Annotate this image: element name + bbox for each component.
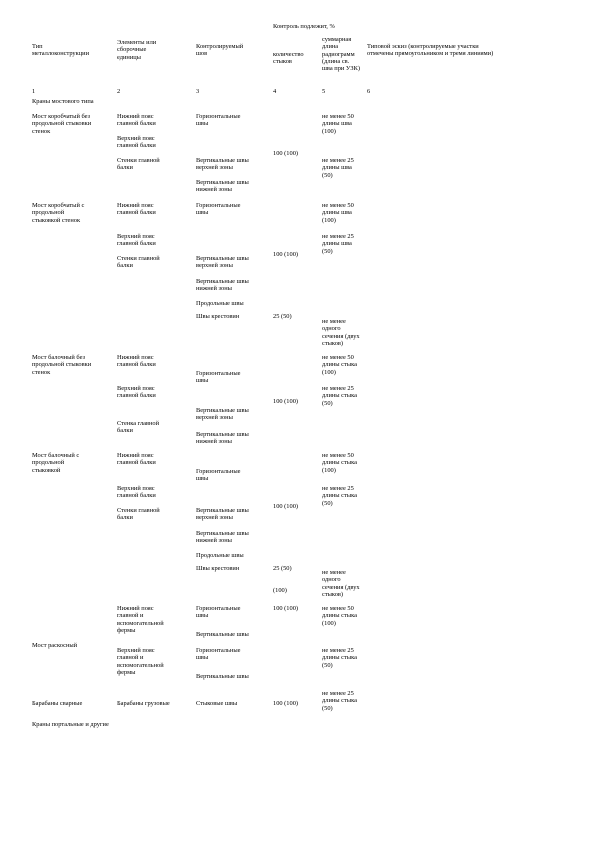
block2-seam-horizontal: Горизонтальные швы (196, 202, 241, 217)
block2-seam-vert-lower: Вертикальные швы нижней зоны (196, 278, 249, 293)
block4-seam-cross: Швы крестовин (196, 565, 240, 572)
block5-upper: Верхний пояс главной и вспомогательной фермы (117, 647, 164, 676)
block2-count-cross: 25 (50) (273, 313, 292, 320)
block1-upper-belt: Верхний пояс главной балки (117, 135, 156, 150)
block4-seam-vert-upper: Вертикальные швы верхней зоны (196, 507, 249, 522)
block2-count: 100 (100) (273, 251, 299, 258)
col-number-6: 6 (367, 88, 371, 95)
block1-lower-belt: Нижний пояс главной балки (117, 113, 156, 128)
header-metal-type: Тип металлоконструкции (32, 43, 89, 58)
block3-seam-vert-upper: Вертикальные швы верхней зоны (196, 407, 249, 422)
block2-seam-cross: Швы крестовин (196, 313, 240, 320)
header-count: количество стыков (273, 51, 304, 66)
block6-type: Барабаны сварные (32, 700, 83, 707)
block2-length-25: не менее 25 длины шва (50) (322, 233, 354, 255)
block3-count: 100 (100) (273, 398, 299, 405)
block1-length-25: не менее 25 длины шва (50) (322, 157, 354, 179)
block3-type: Мост балочный без продольной стыковки стенок (32, 354, 92, 376)
block2-upper-belt: Верхний пояс главной балки (117, 233, 156, 248)
block2-lower-belt: Нижний пояс главной балки (117, 202, 156, 217)
block5-length-50: не менее 50 длины стыка (100) (322, 605, 357, 627)
block2-seam-vert-upper: Вертикальные швы верхней зоны (196, 255, 249, 270)
block4-seam-longitudinal: Продольные швы (196, 552, 244, 559)
block6-length-25: не менее 25 длины стыка (50) (322, 690, 357, 712)
col-number-3: 3 (196, 88, 200, 95)
block4-length-50: не менее 50 длины стыка (100) (322, 452, 357, 474)
block3-seam-vert-lower: Вертикальные швы нижней зоны (196, 431, 249, 446)
block1-count: 100 (100) (273, 150, 299, 157)
block5-lower: Нижний пояс главной и вспомогательной фермы (117, 605, 164, 634)
block6-element: Барабаны грузовые (117, 700, 170, 707)
block5-seam-horizontal-2: Горизонтальные швы (196, 647, 241, 662)
block4-upper-belt: Верхний пояс главной балки (117, 485, 156, 500)
block4-type: Мост балочный с продольной стыковкой (32, 452, 80, 474)
header-sketch: Типовой эскиз (контролируемые участки отмечены прямоугольником и тремя линиями) (367, 43, 494, 58)
block4-lower-belt: Нижний пояс главной балки (117, 452, 156, 467)
block4-walls: Стенки главной балки (117, 507, 160, 522)
block5-type: Мост раскосный (32, 642, 78, 649)
col-number-1: 1 (32, 88, 36, 95)
header-seam: Контролируемый шов (196, 43, 244, 58)
block3-length-25: не менее 25 длины стыка (50) (322, 385, 357, 407)
header-elements: Элементы или сборочные единицы (117, 39, 157, 61)
header-length: суммарная длина радиограмм (длина св. шва при УЗК) (322, 36, 360, 73)
block4-count-extra: (100) (273, 587, 287, 594)
block1-seam-vert-lower: Вертикальные швы нижней зоны (196, 179, 249, 194)
block2-type: Мост коробчатый с продольной стыковкой стенок (32, 202, 85, 224)
block3-upper-belt: Верхний пояс главной балки (117, 385, 156, 400)
block1-type: Мост коробчатый без продольной стыковки стенок (32, 113, 92, 135)
section-bridge-cranes: Краны мостового типа (32, 98, 94, 105)
block5-count: 100 (100) (273, 605, 299, 612)
block4-seam-horizontal: Горизонтальные швы (196, 468, 241, 483)
block1-walls: Стенки главной балки (117, 157, 160, 172)
block2-seam-longitudinal: Продольные швы (196, 300, 244, 307)
block6-count: 100 (100) (273, 700, 299, 707)
block2-walls: Стенки главной балки (117, 255, 160, 270)
block4-count-cross: 25 (50) (273, 565, 292, 572)
section-portal-cranes: Краны портальные и другие (32, 721, 109, 728)
block4-count: 100 (100) (273, 503, 299, 510)
block5-seam-vertical-2: Вертикальные швы (196, 673, 249, 680)
block6-seam: Стыковые швы (196, 700, 238, 707)
block1-length-50: не менее 50 длины шва (100) (322, 113, 354, 135)
block4-length-cross: не менее одного сечения (двух стыков) (322, 569, 360, 598)
header-control-subject: Контроль подлежит, % (273, 23, 335, 30)
block3-lower-belt: Нижний пояс главной балки (117, 354, 156, 369)
block1-seam-vert-upper: Вертикальные швы верхней зоны (196, 157, 249, 172)
block4-seam-vert-lower: Вертикальные швы нижней зоны (196, 530, 249, 545)
col-number-2: 2 (117, 88, 121, 95)
block2-length-50: не менее 50 длины шва (100) (322, 202, 354, 224)
block2-length-cross: не менее одного сечения (двух стыков) (322, 318, 360, 347)
block4-length-25: не менее 25 длины стыка (50) (322, 485, 357, 507)
block1-seam-horizontal: Горизонтальные швы (196, 113, 241, 128)
block5-length-25: не менее 25 длины стыка (50) (322, 647, 357, 669)
block5-seam-vertical-1: Вертикальные швы (196, 631, 249, 638)
block3-walls: Стенка главной балки (117, 420, 160, 435)
block5-seam-horizontal-1: Горизонтальные швы (196, 605, 241, 620)
block3-length-50: не менее 50 длины стыка (100) (322, 354, 357, 376)
col-number-5: 5 (322, 88, 326, 95)
block3-seam-horizontal: Горизонтальные швы (196, 370, 241, 385)
col-number-4: 4 (273, 88, 277, 95)
